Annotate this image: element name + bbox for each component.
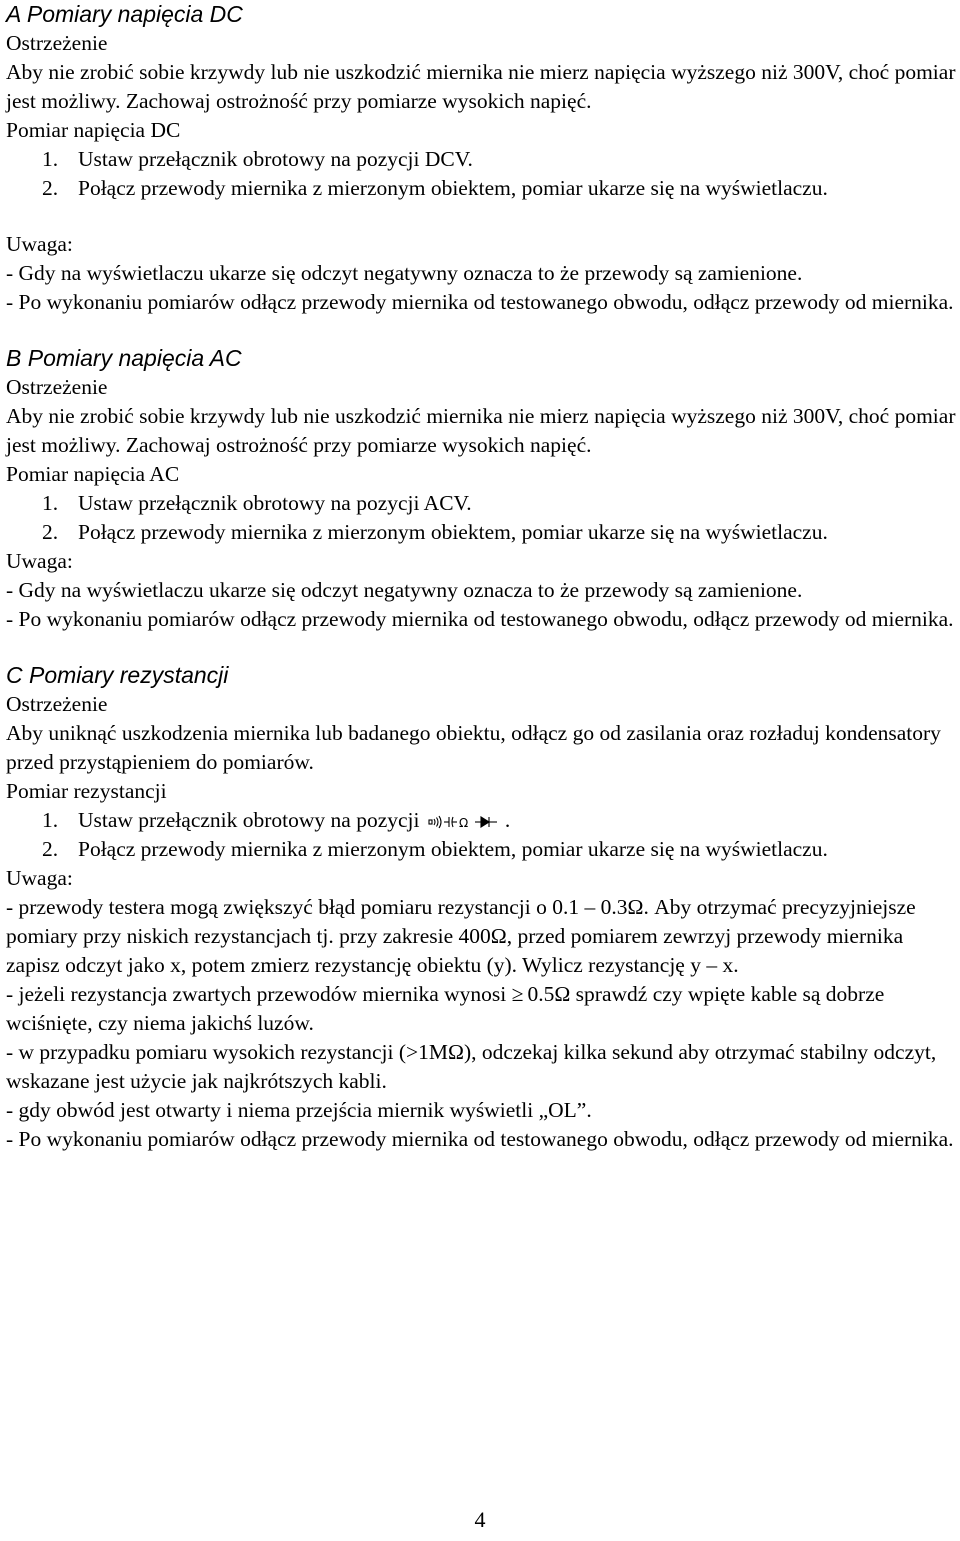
- note-2-prefix: - jeżeli rezystancja zwartych przewodów miernika wynosi: [6, 982, 507, 1006]
- spacer: [6, 203, 956, 230]
- step-number: 1.: [42, 808, 59, 832]
- section-b-step-1: [42, 489, 956, 518]
- step-number: 2.: [42, 837, 59, 861]
- page-number: 4: [474, 1507, 486, 1532]
- section-c-measure-label: Pomiar rezystancji: [6, 779, 167, 803]
- section-c-note-5: - Po wykonaniu pomiarów odłącz przewody miernika od testowanego obwodu, odłącz przewody od miernika.: [6, 1127, 954, 1151]
- omega-glyph: Ω: [458, 816, 469, 831]
- step-text-wrapper: [78, 806, 956, 835]
- section-c-step-1: [42, 806, 956, 835]
- step-text: Ustaw przełącznik obrotowy na pozycji ACV.: [78, 491, 472, 515]
- step-text: Ustaw przełącznik obrotowy na pozycji DCV.: [78, 147, 473, 171]
- section-b-measure-label: Pomiar napięcia AC: [6, 462, 180, 486]
- section-a-warning-text: Aby nie zrobić sobie krzywdy lub nie uszkodzić miernika nie mierz napięcia wyższego niż 300V, choć pomiar jest możliwy. Zachowaj ostrożność przy pomiarze wysokich napięć.: [6, 60, 956, 113]
- section-a-note-label: Uwaga:: [6, 232, 73, 256]
- section-c-note-4: - gdy obwód jest otwarty i niema przejścia miernik wyświetli „OL”.: [6, 1098, 592, 1122]
- section-c-note-2: [6, 980, 956, 1038]
- step-number: 2.: [42, 176, 59, 200]
- section-a-warning-label: Ostrzeżenie: [6, 31, 108, 55]
- section-b-warning-text: Aby nie zrobić sobie krzywdy lub nie uszkodzić miernika nie mierz napięcia wyższego niż 300V, choć pomiar jest możliwy. Zachowaj ostrożność przy pomiarze wysokich napięć.: [6, 404, 956, 457]
- section-b-heading: B Pomiary napięcia AC: [6, 345, 242, 371]
- section-a-step-2: [42, 174, 956, 203]
- section-b-note-label: Uwaga:: [6, 549, 73, 573]
- spacer: [6, 634, 956, 661]
- section-b-warning-label: Ostrzeżenie: [6, 375, 108, 399]
- section-c-heading: C Pomiary rezystancji: [6, 662, 229, 688]
- resistance-continuity-diode-symbol-icon: [427, 813, 503, 831]
- step-text: Połącz przewody miernika z mierzonym obiektem, pomiar ukarze się na wyświetlaczu.: [78, 837, 828, 861]
- section-c-warning-text: Aby uniknąć uszkodzenia miernika lub badanego obiektu, odłącz go od zasilania oraz rozładuj kondensatory przed przystąpieniem do pomiarów.: [6, 721, 941, 774]
- section-b-note-2: - Po wykonaniu pomiarów odłącz przewody miernika od testowanego obwodu, odłącz przewody od miernika.: [6, 607, 954, 631]
- section-a-note-1: - Gdy na wyświetlaczu ukarze się odczyt negatywny oznacza to że przewody są zamienione.: [6, 261, 803, 285]
- section-a-note-2: - Po wykonaniu pomiarów odłącz przewody miernika od testowanego obwodu, odłącz przewody od miernika.: [6, 290, 954, 314]
- section-b-note-1: - Gdy na wyświetlaczu ukarze się odczyt negatywny oznacza to że przewody są zamienione.: [6, 578, 803, 602]
- step-number: 1.: [42, 147, 59, 171]
- step-text: Połącz przewody miernika z mierzonym obiektem, pomiar ukarze się na wyświetlaczu.: [78, 520, 828, 544]
- section-c-note-3: - w przypadku pomiaru wysokich rezystancji (>1MΩ), odczekaj kilka sekund aby otrzymać stabilny odczyt, wskazane jest użycie jak najkrótszych kabli.: [6, 1040, 937, 1093]
- document-page: [6, 0, 956, 1154]
- step-number: 2.: [42, 520, 59, 544]
- step-text: Ustaw przełącznik obrotowy na pozycji: [78, 808, 420, 832]
- section-a-measure-label: Pomiar napięcia DC: [6, 118, 181, 142]
- section-a-step-1: [42, 145, 956, 174]
- greater-or-equal-symbol: ≥: [511, 982, 524, 1006]
- section-b-step-2: [42, 518, 956, 547]
- step-text: Połącz przewody miernika z mierzonym obiektem, pomiar ukarze się na wyświetlaczu.: [78, 176, 828, 200]
- note-2-rest: 0.5Ω sprawdź czy wpięte kable są dobrze wciśnięte, czy niema jakichś luzów.: [6, 982, 885, 1035]
- section-a-heading: A Pomiary napięcia DC: [6, 1, 243, 27]
- spacer: [6, 317, 956, 344]
- step-number: 1.: [42, 491, 59, 515]
- section-c-warning-label: Ostrzeżenie: [6, 692, 108, 716]
- section-c-step-2: [42, 835, 956, 864]
- step-end: .: [504, 808, 511, 832]
- section-c-note-1: - przewody testera mogą zwiększyć błąd pomiaru rezystancji o 0.1 – 0.3Ω. Aby otrzymać precyzyjniejsze pomiary przy niskich rezystancjach tj. przy zakresie 400Ω, przed pomiarem zewrzyj przewody miernika zapisz odczyt jako x, potem zmierz rezystancję obiektu (y). Wylicz rezystancję y – x.: [6, 895, 916, 977]
- section-c-note-label: Uwaga:: [6, 866, 73, 890]
